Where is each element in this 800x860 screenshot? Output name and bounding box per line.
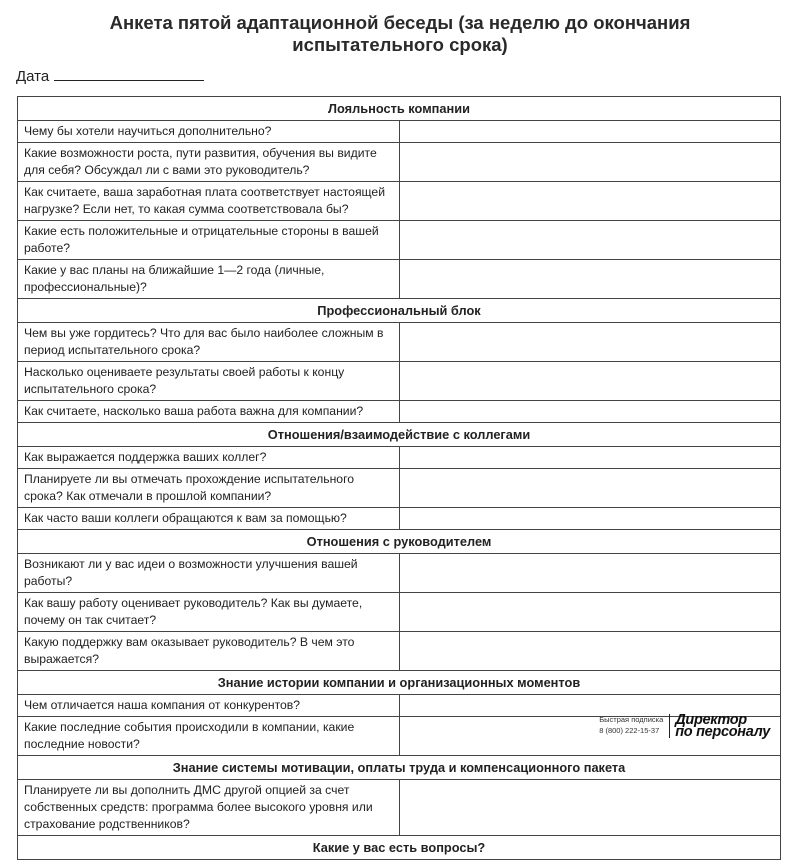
footer-divider xyxy=(669,714,670,738)
answer-cell[interactable] xyxy=(399,469,781,508)
question-row xyxy=(18,323,781,362)
section-header-row xyxy=(18,836,781,860)
answer-cell[interactable] xyxy=(399,121,781,143)
question-text: Как вашу работу оценивает руководитель? Как вы думаете, почему он так считает? xyxy=(18,593,400,632)
section-header-row xyxy=(18,671,781,695)
question-text: Как считаете, насколько ваша работа важна для компании? xyxy=(18,401,400,423)
question-text: Какие последние события происходили в компании, какие последние новости? xyxy=(18,717,400,756)
question-text: Насколько оцениваете результаты своей работы к концу испытательного срока? xyxy=(18,362,400,401)
answer-cell[interactable] xyxy=(399,632,781,671)
questionnaire-table xyxy=(17,96,781,860)
question-text: Чем вы уже гордитесь? Что для вас было наиболее сложным в период испытательного срока? xyxy=(18,323,400,362)
question-row xyxy=(18,143,781,182)
question-row xyxy=(18,362,781,401)
section-header-row xyxy=(18,299,781,323)
answer-cell[interactable] xyxy=(399,554,781,593)
question-text: Как выражается поддержка ваших коллег? xyxy=(18,447,400,469)
subscribe-info xyxy=(599,714,663,736)
answer-cell[interactable] xyxy=(399,143,781,182)
question-row xyxy=(18,221,781,260)
question-text: Планируете ли вы дополнить ДМС другой опцией за счет собственных средств: программа более высокого уровня или страхование родственников? xyxy=(18,780,400,836)
date-row xyxy=(16,67,204,85)
answer-cell[interactable] xyxy=(399,401,781,423)
section-header-row xyxy=(18,423,781,447)
footer xyxy=(599,714,770,738)
logo-line-2: по персоналу xyxy=(675,724,770,740)
title-line-2: испытательного срока) xyxy=(292,34,508,55)
section-heading: Профессиональный блок xyxy=(18,299,781,323)
document-title xyxy=(0,12,800,56)
question-text: Планируете ли вы отмечать прохождение испытательного срока? Как отмечали в прошлой компании? xyxy=(18,469,400,508)
date-input-line[interactable] xyxy=(54,67,204,81)
answer-cell[interactable] xyxy=(399,260,781,299)
section-heading: Знание истории компании и организационных моментов xyxy=(18,671,781,695)
date-label: Дата xyxy=(16,68,50,85)
section-heading: Лояльность компании xyxy=(18,97,781,121)
section-heading: Отношения с руководителем xyxy=(18,530,781,554)
question-text: Какие у вас планы на ближайшие 1—2 года (личные, профессиональные)? xyxy=(18,260,400,299)
answer-cell[interactable] xyxy=(399,323,781,362)
question-text: Чему бы хотели научиться дополнительно? xyxy=(18,121,400,143)
answer-cell[interactable] xyxy=(399,508,781,530)
subscribe-label: Быстрая подписка xyxy=(599,715,664,724)
question-row xyxy=(18,632,781,671)
question-row xyxy=(18,469,781,508)
question-row xyxy=(18,508,781,530)
question-text: Какие есть положительные и отрицательные стороны в вашей работе? xyxy=(18,221,400,260)
answer-cell[interactable] xyxy=(399,593,781,632)
section-header-row xyxy=(18,756,781,780)
question-text: Как считаете, ваша заработная плата соответствует настоящей нагрузке? Если нет, то какая сумма соответствовала бы? xyxy=(18,182,400,221)
question-row xyxy=(18,780,781,836)
answer-cell[interactable] xyxy=(399,447,781,469)
title-line-1: Анкета пятой адаптационной беседы (за неделю до окончания xyxy=(109,12,691,33)
question-text: Чем отличается наша компания от конкурентов? xyxy=(18,695,400,717)
question-row xyxy=(18,401,781,423)
answer-cell[interactable] xyxy=(399,182,781,221)
question-text: Как часто ваши коллеги обращаются к вам за помощью? xyxy=(18,508,400,530)
question-text: Какие возможности роста, пути развития, обучения вы видите для себя? Обсуждал ли с вами это руководитель? xyxy=(18,143,400,182)
subscribe-phone: 8 (800) 222-15-37 xyxy=(599,726,660,735)
question-row xyxy=(18,182,781,221)
question-row xyxy=(18,554,781,593)
magazine-logo xyxy=(675,714,770,738)
question-row xyxy=(18,593,781,632)
section-heading: Какие у вас есть вопросы? xyxy=(18,836,781,860)
section-heading: Отношения/взаимодействие с коллегами xyxy=(18,423,781,447)
answer-cell[interactable] xyxy=(399,780,781,836)
question-text: Какую поддержку вам оказывает руководитель? В чем это выражается? xyxy=(18,632,400,671)
section-header-row xyxy=(18,530,781,554)
question-row xyxy=(18,121,781,143)
logo-line-1: Директор xyxy=(675,712,747,728)
question-row xyxy=(18,447,781,469)
answer-cell[interactable] xyxy=(399,221,781,260)
question-row xyxy=(18,260,781,299)
answer-cell[interactable] xyxy=(399,362,781,401)
section-heading: Знание системы мотивации, оплаты труда и компенсационного пакета xyxy=(18,756,781,780)
section-header-row xyxy=(18,97,781,121)
question-text: Возникают ли у вас идеи о возможности улучшения вашей работы? xyxy=(18,554,400,593)
